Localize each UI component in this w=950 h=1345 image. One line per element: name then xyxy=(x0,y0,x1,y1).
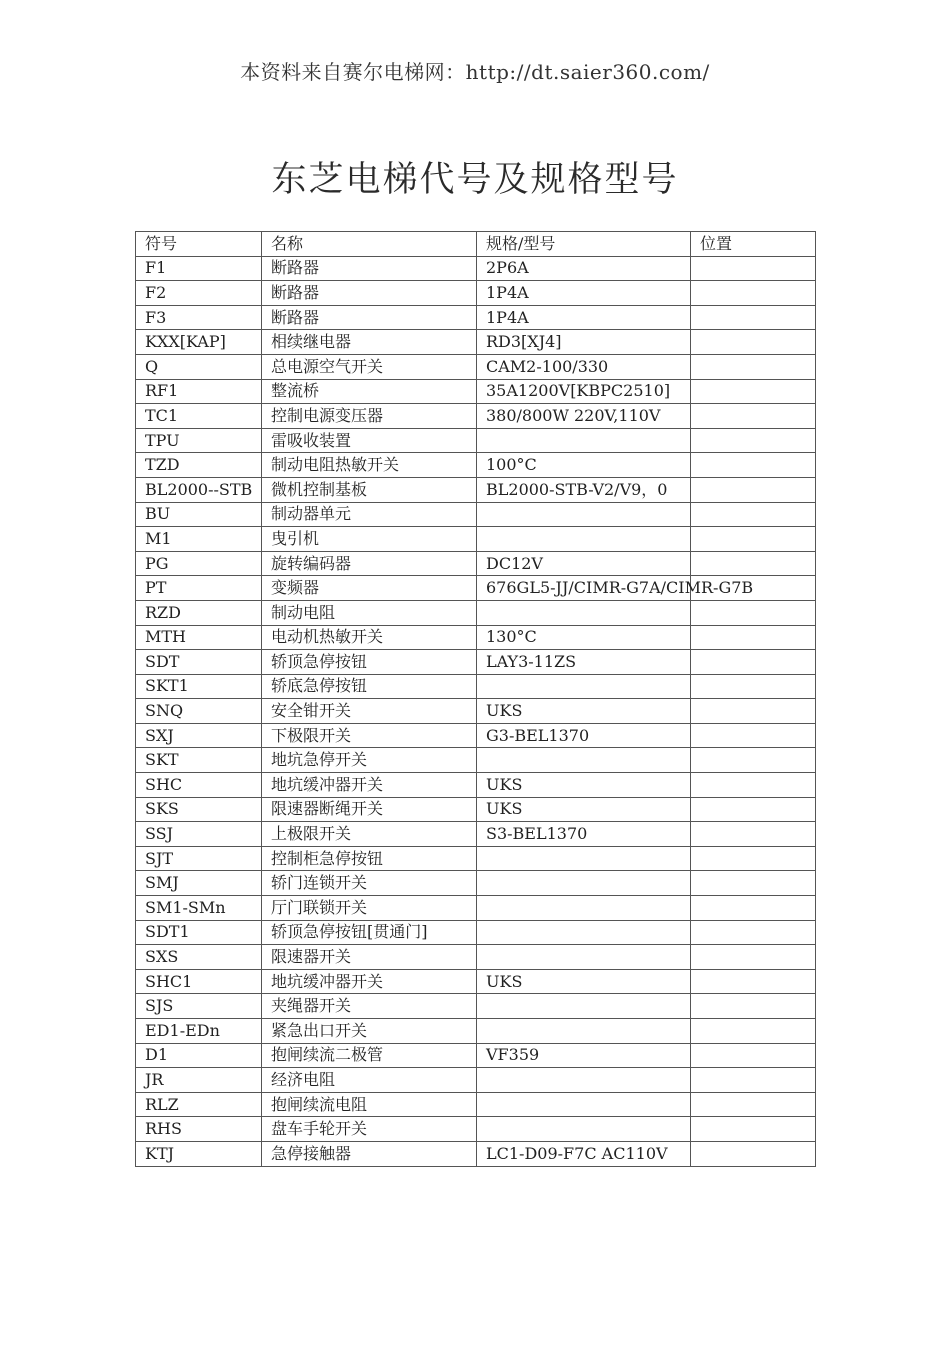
cell-spec: DC12V xyxy=(477,551,691,576)
cell-spec: UKS xyxy=(477,797,691,822)
table-row xyxy=(136,748,816,773)
cell-position xyxy=(691,1068,816,1093)
cell-position xyxy=(691,281,816,306)
cell-symbol: SHC xyxy=(136,773,262,798)
cell-symbol: PG xyxy=(136,551,262,576)
cell-spec xyxy=(477,502,691,527)
cell-name: 紧急出口开关 xyxy=(262,1019,477,1044)
table-row xyxy=(136,576,816,601)
cell-name: 制动电阻热敏开关 xyxy=(262,453,477,478)
cell-name: 整流桥 xyxy=(262,379,477,404)
cell-position xyxy=(691,723,816,748)
table-row xyxy=(136,920,816,945)
cell-spec: UKS xyxy=(477,969,691,994)
table-row xyxy=(136,256,816,281)
cell-spec xyxy=(477,674,691,699)
cell-spec xyxy=(477,945,691,970)
cell-position xyxy=(691,453,816,478)
table-row xyxy=(136,453,816,478)
table-row xyxy=(136,330,816,355)
cell-name: 变频器 xyxy=(262,576,477,601)
cell-position xyxy=(691,969,816,994)
cell-name: 控制柜急停按钮 xyxy=(262,846,477,871)
cell-name: 抱闸续流电阻 xyxy=(262,1092,477,1117)
cell-spec: VF359 xyxy=(477,1043,691,1068)
cell-position xyxy=(691,305,816,330)
table-row xyxy=(136,969,816,994)
cell-symbol: SSJ xyxy=(136,822,262,847)
cell-name: 限速器断绳开关 xyxy=(262,797,477,822)
cell-spec xyxy=(477,748,691,773)
cell-spec: 130°C xyxy=(477,625,691,650)
cell-symbol: F3 xyxy=(136,305,262,330)
cell-name: 地坑急停开关 xyxy=(262,748,477,773)
table-row xyxy=(136,527,816,552)
cell-position xyxy=(691,650,816,675)
cell-symbol: TC1 xyxy=(136,404,262,429)
cell-position xyxy=(691,748,816,773)
cell-name: 经济电阻 xyxy=(262,1068,477,1093)
cell-symbol: F2 xyxy=(136,281,262,306)
table-row xyxy=(136,281,816,306)
table-row xyxy=(136,723,816,748)
cell-symbol: SKS xyxy=(136,797,262,822)
cell-spec: 35A1200V[KBPC2510] xyxy=(477,379,691,404)
cell-symbol: M1 xyxy=(136,527,262,552)
cell-symbol: MTH xyxy=(136,625,262,650)
cell-spec: 380/800W 220V,110V xyxy=(477,404,691,429)
table-row xyxy=(136,502,816,527)
cell-position xyxy=(691,379,816,404)
table-row xyxy=(136,945,816,970)
cell-name: 微机控制基板 xyxy=(262,477,477,502)
cell-name: 抱闸续流二极管 xyxy=(262,1043,477,1068)
cell-symbol: KTJ xyxy=(136,1141,262,1166)
cell-position xyxy=(691,994,816,1019)
cell-position xyxy=(691,477,816,502)
cell-name: 制动器单元 xyxy=(262,502,477,527)
table-row xyxy=(136,1043,816,1068)
cell-symbol: SM1-SMn xyxy=(136,896,262,921)
cell-spec xyxy=(477,1068,691,1093)
cell-symbol: ED1-EDn xyxy=(136,1019,262,1044)
cell-name: 轿底急停按钮 xyxy=(262,674,477,699)
cell-position xyxy=(691,797,816,822)
cell-spec xyxy=(477,428,691,453)
cell-position xyxy=(691,625,816,650)
cell-name: 地坑缓冲器开关 xyxy=(262,969,477,994)
table-row xyxy=(136,477,816,502)
cell-position xyxy=(691,354,816,379)
table-row xyxy=(136,625,816,650)
cell-symbol: KXX[KAP] xyxy=(136,330,262,355)
cell-spec: 100°C xyxy=(477,453,691,478)
cell-position xyxy=(691,699,816,724)
cell-name: 地坑缓冲器开关 xyxy=(262,773,477,798)
cell-position xyxy=(691,945,816,970)
cell-symbol: SMJ xyxy=(136,871,262,896)
table-row xyxy=(136,404,816,429)
cell-position xyxy=(691,527,816,552)
cell-symbol: SKT xyxy=(136,748,262,773)
cell-symbol: JR xyxy=(136,1068,262,1093)
table-row xyxy=(136,1092,816,1117)
cell-name: 总电源空气开关 xyxy=(262,354,477,379)
cell-spec: RD3[XJ4] xyxy=(477,330,691,355)
cell-symbol: BL2000--STB xyxy=(136,477,262,502)
cell-position xyxy=(691,330,816,355)
cell-name: 轿门连锁开关 xyxy=(262,871,477,896)
table-row xyxy=(136,1019,816,1044)
cell-name: 雷吸收装置 xyxy=(262,428,477,453)
cell-spec: CAM2-100/330 xyxy=(477,354,691,379)
cell-symbol: RHS xyxy=(136,1117,262,1142)
table-row xyxy=(136,379,816,404)
column-header-name: 名称 xyxy=(262,232,477,257)
cell-name: 断路器 xyxy=(262,305,477,330)
table-row xyxy=(136,1117,816,1142)
cell-spec: LC1-D09-F7C AC110V xyxy=(477,1141,691,1166)
cell-spec xyxy=(477,527,691,552)
cell-name: 盘车手轮开关 xyxy=(262,1117,477,1142)
table-row xyxy=(136,1141,816,1166)
cell-spec xyxy=(477,1092,691,1117)
table-row xyxy=(136,650,816,675)
cell-name: 夹绳器开关 xyxy=(262,994,477,1019)
cell-name: 控制电源变压器 xyxy=(262,404,477,429)
cell-symbol: BU xyxy=(136,502,262,527)
cell-name: 曳引机 xyxy=(262,527,477,552)
table-row xyxy=(136,354,816,379)
cell-name: 上极限开关 xyxy=(262,822,477,847)
cell-position xyxy=(691,600,816,625)
cell-name: 下极限开关 xyxy=(262,723,477,748)
cell-spec: UKS xyxy=(477,773,691,798)
cell-symbol: SXJ xyxy=(136,723,262,748)
cell-symbol: SDT xyxy=(136,650,262,675)
cell-name: 限速器开关 xyxy=(262,945,477,970)
cell-symbol: D1 xyxy=(136,1043,262,1068)
cell-name: 安全钳开关 xyxy=(262,699,477,724)
spec-table xyxy=(135,231,816,1167)
table-row xyxy=(136,699,816,724)
cell-position xyxy=(691,822,816,847)
table-row xyxy=(136,551,816,576)
document-title: 东芝电梯代号及规格型号 xyxy=(271,160,679,200)
cell-name: 断路器 xyxy=(262,256,477,281)
table-row xyxy=(136,428,816,453)
cell-position xyxy=(691,1117,816,1142)
cell-symbol: SNQ xyxy=(136,699,262,724)
cell-name: 轿顶急停按钮[贯通门] xyxy=(262,920,477,945)
cell-name: 相续继电器 xyxy=(262,330,477,355)
table-row xyxy=(136,994,816,1019)
cell-symbol: PT xyxy=(136,576,262,601)
cell-position xyxy=(691,1141,816,1166)
cell-symbol: SJS xyxy=(136,994,262,1019)
cell-spec: BL2000-STB-V2/V9，0 xyxy=(477,477,691,502)
cell-spec xyxy=(477,1019,691,1044)
cell-position xyxy=(691,502,816,527)
cell-symbol: RF1 xyxy=(136,379,262,404)
cell-name: 电动机热敏开关 xyxy=(262,625,477,650)
column-header-symbol: 符号 xyxy=(136,232,262,257)
cell-spec: 676GL5-JJ/CIMR-G7A/CIMR-G7B xyxy=(477,576,691,601)
cell-name: 急停接触器 xyxy=(262,1141,477,1166)
table-body xyxy=(136,256,816,1166)
cell-symbol: SXS xyxy=(136,945,262,970)
cell-name: 断路器 xyxy=(262,281,477,306)
cell-symbol: SDT1 xyxy=(136,920,262,945)
cell-spec xyxy=(477,920,691,945)
cell-position xyxy=(691,674,816,699)
cell-symbol: F1 xyxy=(136,256,262,281)
column-header-spec: 规格/型号 xyxy=(477,232,691,257)
table-row xyxy=(136,674,816,699)
cell-name: 轿顶急停按钮 xyxy=(262,650,477,675)
cell-symbol: RZD xyxy=(136,600,262,625)
cell-symbol: SKT1 xyxy=(136,674,262,699)
cell-position xyxy=(691,773,816,798)
table-row xyxy=(136,797,816,822)
table-header-row xyxy=(136,232,816,257)
cell-symbol: TPU xyxy=(136,428,262,453)
column-header-position: 位置 xyxy=(691,232,816,257)
cell-name: 制动电阻 xyxy=(262,600,477,625)
cell-spec xyxy=(477,1117,691,1142)
cell-position xyxy=(691,1043,816,1068)
cell-symbol: RLZ xyxy=(136,1092,262,1117)
table-row xyxy=(136,846,816,871)
cell-spec xyxy=(477,994,691,1019)
cell-position xyxy=(691,551,816,576)
cell-spec: UKS xyxy=(477,699,691,724)
cell-spec xyxy=(477,871,691,896)
cell-symbol: Q xyxy=(136,354,262,379)
table-row xyxy=(136,896,816,921)
cell-position xyxy=(691,256,816,281)
cell-spec xyxy=(477,600,691,625)
table-row xyxy=(136,871,816,896)
cell-spec: LAY3-11ZS xyxy=(477,650,691,675)
cell-spec: S3-BEL1370 xyxy=(477,822,691,847)
cell-position xyxy=(691,1019,816,1044)
cell-position xyxy=(691,871,816,896)
table-row xyxy=(136,600,816,625)
source-header: 本资料来自赛尔电梯网：http://dt.saier360.com/ xyxy=(240,60,710,84)
cell-position xyxy=(691,896,816,921)
table-row xyxy=(136,773,816,798)
cell-spec: 2P6A xyxy=(477,256,691,281)
cell-spec: 1P4A xyxy=(477,281,691,306)
cell-position xyxy=(691,846,816,871)
cell-symbol: SHC1 xyxy=(136,969,262,994)
cell-symbol: TZD xyxy=(136,453,262,478)
cell-spec: 1P4A xyxy=(477,305,691,330)
table-row xyxy=(136,305,816,330)
cell-spec xyxy=(477,846,691,871)
cell-name: 旋转编码器 xyxy=(262,551,477,576)
cell-name: 厅门联锁开关 xyxy=(262,896,477,921)
table-row xyxy=(136,822,816,847)
table-row xyxy=(136,1068,816,1093)
cell-position xyxy=(691,404,816,429)
cell-position xyxy=(691,920,816,945)
cell-position xyxy=(691,428,816,453)
cell-position xyxy=(691,1092,816,1117)
cell-spec xyxy=(477,896,691,921)
cell-spec: G3-BEL1370 xyxy=(477,723,691,748)
cell-symbol: SJT xyxy=(136,846,262,871)
